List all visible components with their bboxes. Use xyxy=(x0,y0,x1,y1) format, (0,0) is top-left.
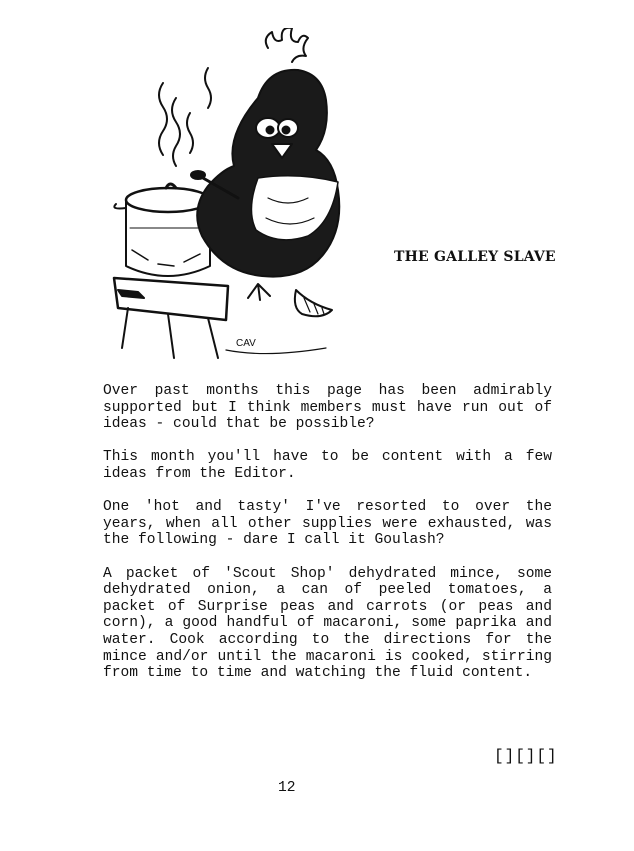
article-paragraph: One 'hot and tasty' I've resorted to over the years, when all other supplies were exhausted, was the following - dare I call it Goulash? xyxy=(103,499,552,549)
article-heading: THE GALLEY SLAVE xyxy=(394,249,556,265)
cooking-pot xyxy=(114,184,210,276)
article-paragraph: This month you'll have to be content with a few ideas from the Editor. xyxy=(103,449,552,482)
article-paragraph: Over past months this page has been admirably supported but I think members must have run out of ideas - could that be possible? xyxy=(103,383,552,433)
article-paragraph: A packet of 'Scout Shop' dehydrated mince, some dehydrated onion, a can of peeled tomatoes, a packet of Surprise peas and carrots (or peas and corn), a good handful of macaroni, some paprika and water. Cook according to the directions for the mince and/or until the macaroni is cooked, stirring from time to time and watching the fluid content. xyxy=(103,565,552,682)
galley-slave-cartoon xyxy=(108,28,348,360)
chicken-cook xyxy=(191,28,339,316)
page-number: 12 xyxy=(278,780,296,796)
steam-lines xyxy=(159,68,211,166)
end-of-article-mark: [][][] xyxy=(494,747,558,765)
camp-stove xyxy=(114,278,228,358)
article-body xyxy=(103,383,552,698)
artist-signature: CAV xyxy=(236,338,256,349)
